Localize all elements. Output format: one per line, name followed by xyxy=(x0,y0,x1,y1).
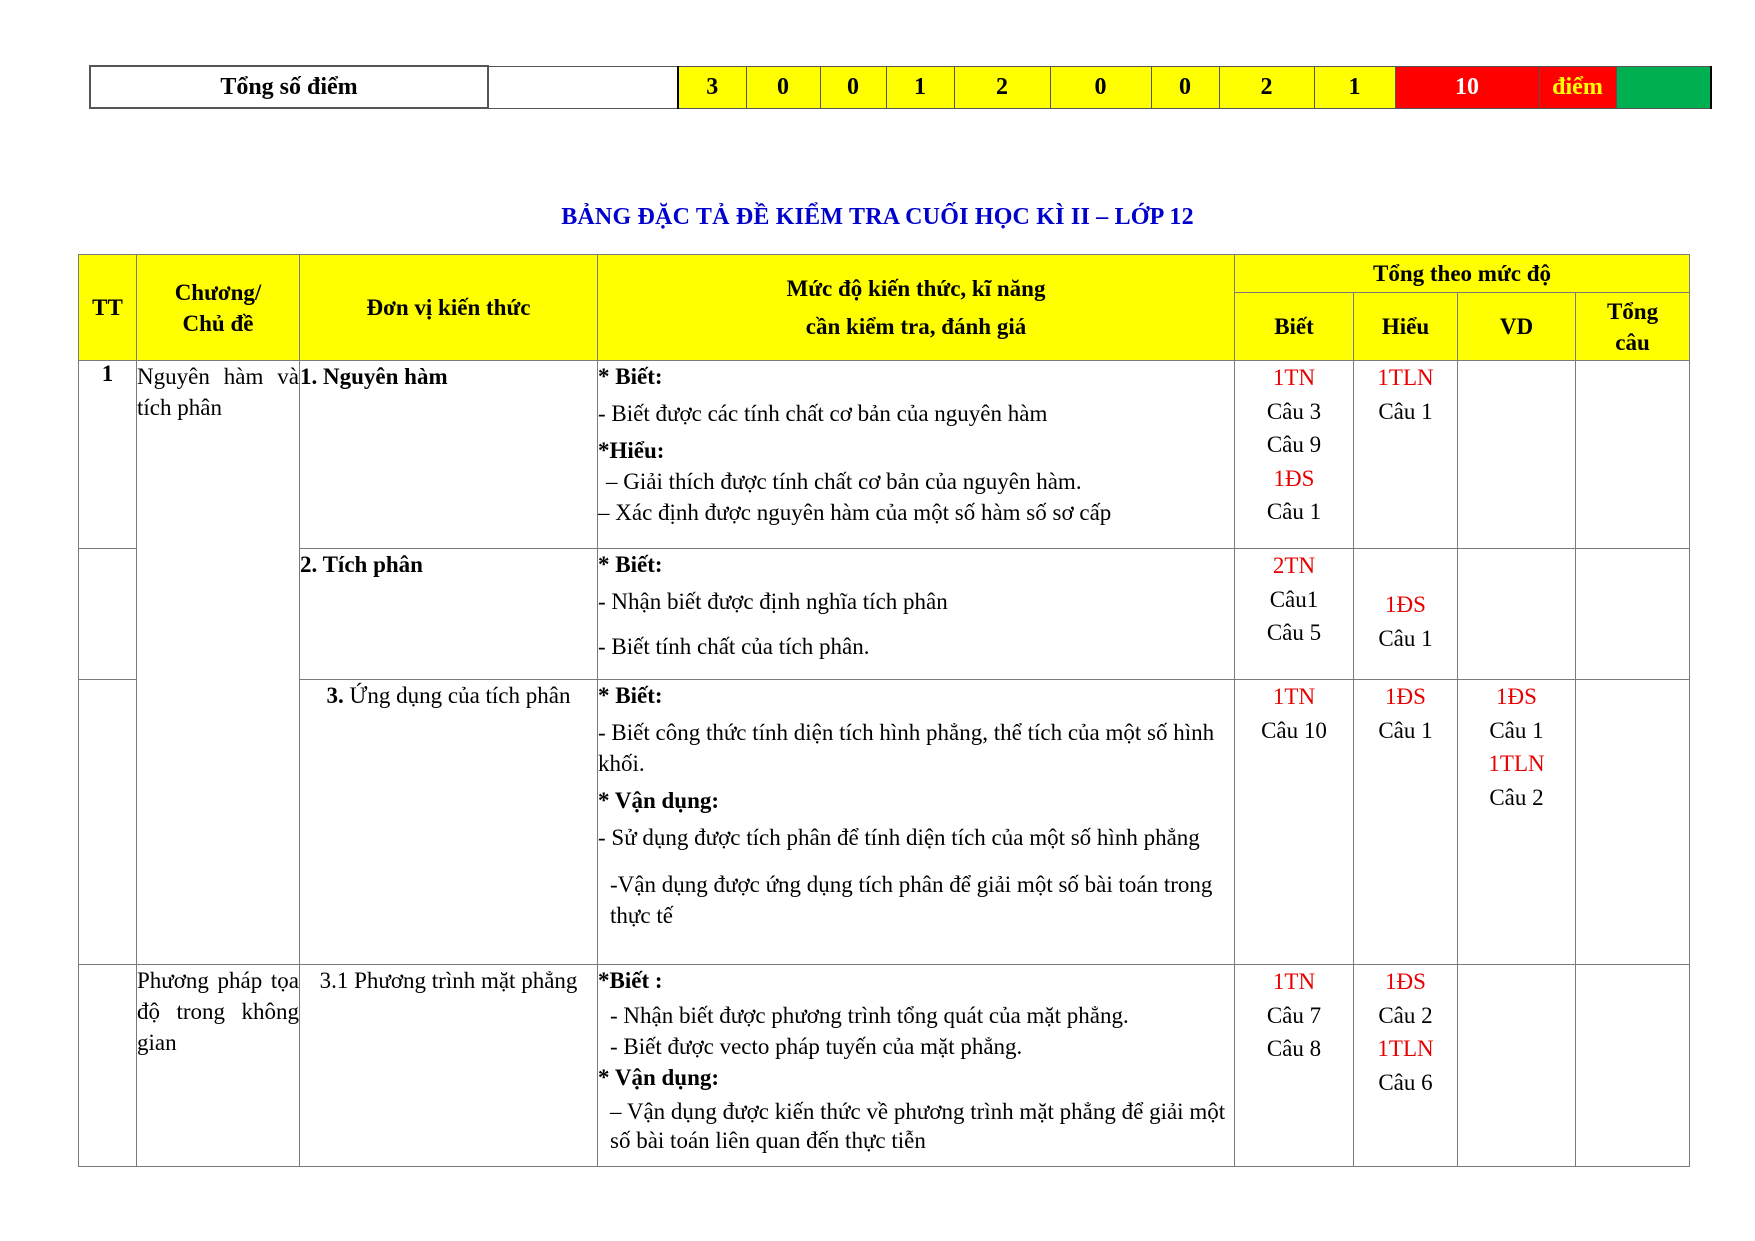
description-line: - Biết được các tính chất cơ bản của nguyên hàm xyxy=(598,401,1048,426)
count-badge: 1TLN xyxy=(1488,751,1545,776)
question-ref: Câu 6 xyxy=(1378,1069,1433,1095)
row-don-vi-text: Ứng dụng của tích phân xyxy=(349,683,571,708)
header-biet: Biết xyxy=(1235,293,1354,361)
row-tong-cau xyxy=(1576,361,1690,549)
description-line: - Nhận biết được định nghĩa tích phân xyxy=(598,589,948,614)
header-tong-theo: Tổng theo mức độ xyxy=(1235,255,1690,293)
description-line: - Nhận biết được phương trình tổng quát của mặt phẳng. xyxy=(610,1003,1129,1028)
score-value: 1 xyxy=(1314,66,1395,108)
description-line: – Giải thích được tính chất cơ bản của nguyên hàm. xyxy=(606,469,1082,494)
row-tt xyxy=(79,549,137,680)
level-heading: * Vận dụng: xyxy=(598,788,720,813)
row-tt xyxy=(79,965,137,1167)
score-blank-cell xyxy=(488,66,678,108)
description-line: -Vận dụng được ứng dụng tích phân để giải một số bài toán trong thực tế xyxy=(610,872,1213,928)
score-total: 10 xyxy=(1395,66,1539,108)
table-row xyxy=(79,549,1690,680)
description-line: – Xác định được nguyên hàm của một số hàm số sơ cấp xyxy=(598,500,1112,525)
description-line: - Sử dụng được tích phân để tính diện tích của một số hình phẳng xyxy=(598,825,1200,850)
question-ref: Câu 1 xyxy=(1378,398,1433,424)
row-muc-do xyxy=(598,680,1235,965)
score-unit: điểm xyxy=(1539,66,1616,108)
row-tong-cau xyxy=(1576,680,1690,965)
table-header-row xyxy=(79,255,1690,293)
row-hieu xyxy=(1354,549,1458,680)
score-label: Tổng số điểm xyxy=(90,66,488,108)
description-line: – Vận dụng được kiến thức về phương trình mặt phẳng để giải một số bài toán liên quan đến thực tiễn xyxy=(610,1099,1226,1153)
question-ref: Câu 7 xyxy=(1266,1002,1322,1028)
count-badge: 1TLN xyxy=(1377,1036,1434,1061)
score-value: 2 xyxy=(1219,66,1314,108)
score-summary-strip xyxy=(89,65,1712,109)
row-hieu xyxy=(1354,680,1458,965)
row-hieu xyxy=(1354,965,1458,1167)
header-vd: VD xyxy=(1458,293,1576,361)
level-heading: * Biết: xyxy=(598,364,663,389)
row-chuong: Phương pháp tọa độ trong không gian xyxy=(137,965,300,1167)
description-line: - Biết công thức tính diện tích hình phẳng, thể tích của một số hình khối. xyxy=(598,720,1215,776)
question-ref: Câu 5 xyxy=(1266,620,1322,645)
row-vd xyxy=(1458,680,1576,965)
row-don-vi: 2. Tích phân xyxy=(300,549,598,680)
score-green-cell xyxy=(1616,66,1711,108)
score-value: 0 xyxy=(1050,66,1151,108)
row-tong-cau xyxy=(1576,549,1690,680)
row-biet xyxy=(1235,965,1354,1167)
score-value: 0 xyxy=(1151,66,1219,108)
question-ref: Câu 2 xyxy=(1378,1002,1433,1028)
header-tong-cau-line2: câu xyxy=(1615,329,1650,355)
row-vd xyxy=(1458,965,1576,1167)
count-badge: 1ĐS xyxy=(1273,465,1315,491)
description-line: - Biết được vecto pháp tuyến của mặt phẳng. xyxy=(610,1034,1023,1059)
question-ref: Câu 3 xyxy=(1266,398,1322,424)
row-vd xyxy=(1458,549,1576,680)
document-title: BẢNG ĐẶC TẢ ĐỀ KIỂM TRA CUỐI HỌC KÌ II – LỚP 12 xyxy=(561,204,1194,230)
header-chuong xyxy=(137,255,300,361)
question-ref: Câu 9 xyxy=(1266,432,1322,457)
row-biet xyxy=(1235,361,1354,549)
row-don-vi xyxy=(300,680,598,965)
level-heading: *Hiểu: xyxy=(598,438,665,463)
count-badge: 1TLN xyxy=(1377,365,1434,390)
level-heading: *Biết : xyxy=(598,968,663,993)
row-tong-cau xyxy=(1576,965,1690,1167)
score-value: 3 xyxy=(678,66,746,108)
row-muc-do xyxy=(598,361,1235,549)
level-heading: * Biết: xyxy=(598,552,663,577)
count-badge: 1ĐS xyxy=(1385,969,1426,994)
row-tt xyxy=(79,680,137,965)
row-hieu xyxy=(1354,361,1458,549)
level-heading: * Biết: xyxy=(598,683,663,708)
header-don-vi: Đơn vị kiến thức xyxy=(300,255,598,361)
row-vd xyxy=(1458,361,1576,549)
specification-table xyxy=(78,254,1690,1167)
question-ref: Câu 1 xyxy=(1489,717,1544,743)
header-chuong-line2: Chủ đề xyxy=(182,310,254,336)
header-muc-do-line2: cần kiểm tra, đánh giá xyxy=(805,313,1027,339)
table-row xyxy=(79,680,1690,965)
question-ref: Câu1 xyxy=(1269,586,1319,612)
score-value: 0 xyxy=(746,66,820,108)
question-ref: Câu 1 xyxy=(1266,499,1322,524)
table-row xyxy=(79,361,1690,549)
score-value: 0 xyxy=(820,66,886,108)
row-biet xyxy=(1235,680,1354,965)
row-tt: 1 xyxy=(79,361,137,549)
count-badge: 1ĐS xyxy=(1385,684,1426,709)
question-ref: Câu 1 xyxy=(1378,717,1433,743)
count-badge: 1ĐS xyxy=(1385,592,1426,617)
row-chuong: Nguyên hàm và tích phân xyxy=(137,361,300,965)
question-ref: Câu 1 xyxy=(1378,625,1433,651)
row-don-vi: 1. Nguyên hàm xyxy=(300,361,598,549)
question-ref: Câu 10 xyxy=(1261,717,1327,743)
row-muc-do xyxy=(598,549,1235,680)
row-biet xyxy=(1235,549,1354,680)
score-value: 1 xyxy=(886,66,954,108)
score-value: 2 xyxy=(954,66,1050,108)
count-badge: 1ĐS xyxy=(1496,684,1537,709)
header-muc-do xyxy=(598,255,1235,361)
count-badge: 1TN xyxy=(1272,969,1316,994)
header-muc-do-line1: Mức độ kiến thức, kĩ năng xyxy=(786,275,1046,301)
question-ref: Câu 2 xyxy=(1489,784,1544,810)
level-heading: * Vận dụng: xyxy=(598,1065,720,1090)
count-badge: 2TN xyxy=(1272,553,1316,578)
count-badge: 1TN xyxy=(1272,365,1316,390)
header-chuong-line1: Chương/ xyxy=(174,279,262,305)
row-don-vi-number: 3. xyxy=(326,683,344,708)
row-don-vi: 3.1 Phương trình mặt phẳng xyxy=(300,965,598,1167)
description-line: - Biết tính chất của tích phân. xyxy=(598,634,870,659)
count-badge: 1TN xyxy=(1272,684,1316,709)
row-muc-do xyxy=(598,965,1235,1167)
header-tong-cau xyxy=(1576,293,1690,361)
header-tt: TT xyxy=(79,255,137,361)
header-tong-cau-line1: Tổng xyxy=(1606,298,1659,324)
table-row xyxy=(79,965,1690,1167)
header-hieu: Hiểu xyxy=(1354,293,1458,361)
question-ref: Câu 8 xyxy=(1266,1036,1322,1061)
